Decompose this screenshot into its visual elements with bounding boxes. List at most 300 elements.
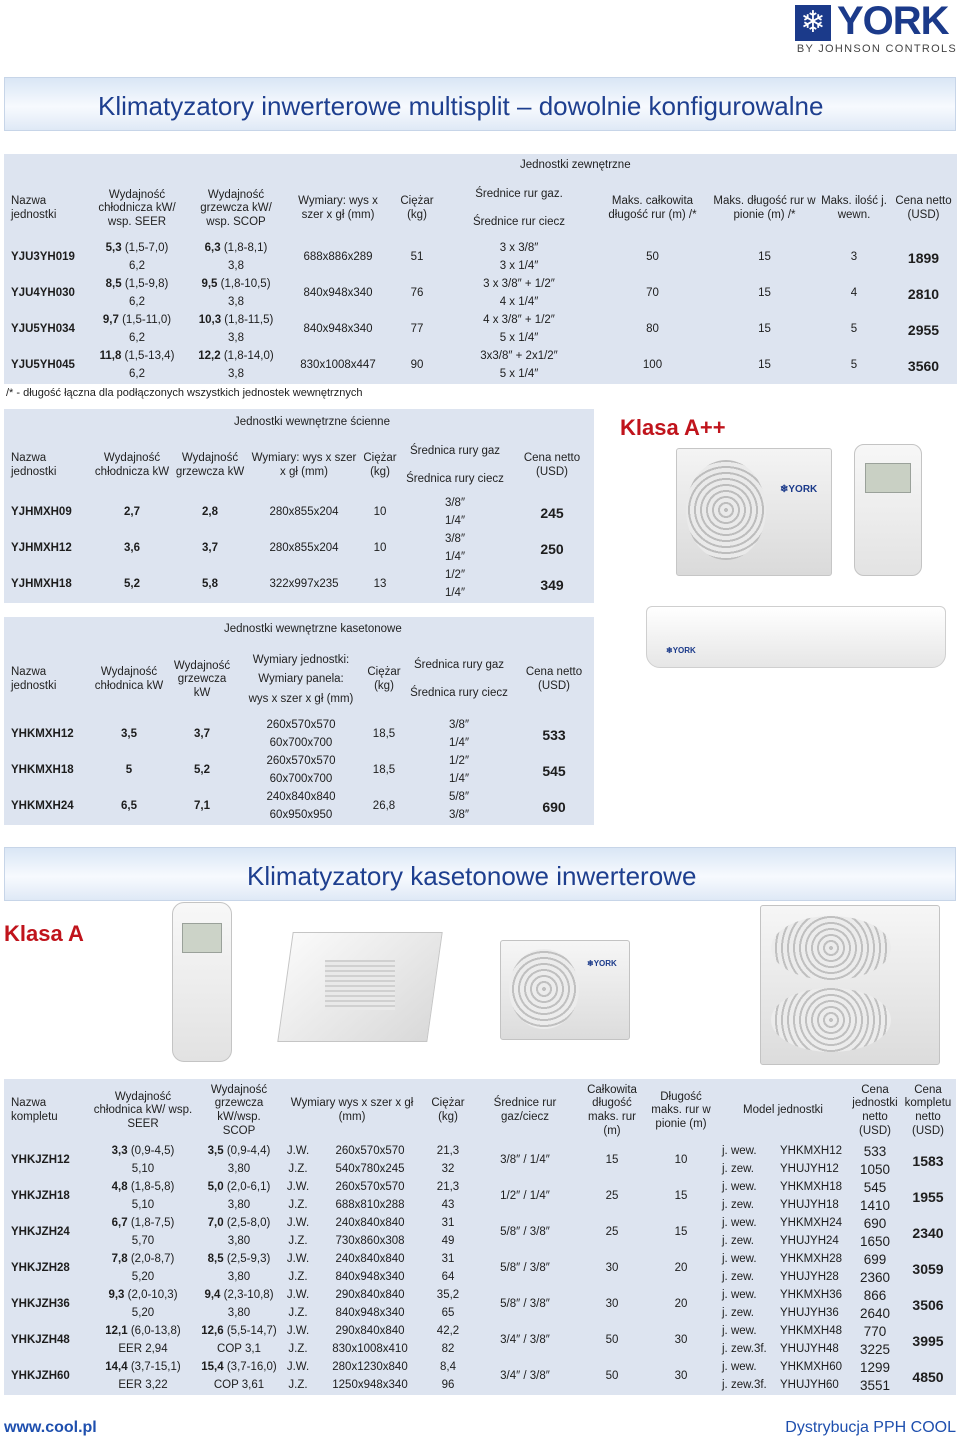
max-vertical: 10: [674, 1154, 688, 1167]
liquid-pipe: 1/4″: [444, 587, 466, 600]
dimensions: 688x886x289: [303, 251, 373, 264]
cooling-capacity: 12,1 (6,0-13,8): [105, 1325, 181, 1338]
banner-title: Klimatyzatory inwerterowe multisplit – dowolnie konfigurowalne: [98, 91, 824, 121]
max-length: 30: [605, 1262, 619, 1275]
unit-price: 770: [863, 1324, 887, 1340]
dimensions: 322x997x235: [269, 578, 339, 591]
unit-price: 1299: [859, 1360, 891, 1376]
unit-type: J.Z.: [288, 1343, 308, 1356]
table-row: [4, 717, 594, 735]
table-row: [4, 567, 594, 585]
dimensions: 240x840x840: [335, 1253, 405, 1266]
unit-type: J.W.: [286, 1253, 310, 1266]
set-price: 1955: [912, 1188, 944, 1205]
scop: 3,80: [227, 1199, 251, 1212]
price: 545: [542, 762, 566, 779]
heating-capacity: 12,2 (1,8-14,0): [198, 350, 274, 363]
unit-price: 2360: [859, 1270, 891, 1286]
outdoor-unit-image: ❄YORK: [676, 448, 832, 578]
gas-pipe: 3 x 3/8″: [499, 242, 539, 255]
max-length: 80: [646, 323, 659, 336]
set-col-vert: Długość maks. rur w pionie (m): [651, 1090, 711, 1130]
seer: 6,2: [129, 260, 145, 273]
seer: 6,2: [129, 296, 145, 309]
heating-capacity: 6,3 (1,8-8,1): [204, 242, 268, 255]
set-col-uprice: Cena jednostki netto (USD): [852, 1083, 898, 1137]
cassette-remote-image: [172, 902, 232, 1062]
cas-col-price: Cena netto (USD): [525, 666, 583, 692]
dimensions: 290x840x840: [335, 1289, 405, 1302]
unit-kind: j. zew.: [722, 1199, 754, 1212]
heating-capacity: 9,4 (2,3-10,8): [204, 1289, 274, 1302]
weight: 31: [441, 1253, 455, 1266]
set-price: 3506: [912, 1296, 944, 1313]
wall-col-cool: Wydajność chłodnicza kW: [94, 452, 170, 478]
pipes: 3/8″ / 1/4″: [500, 1154, 550, 1167]
liquid-pipe: 1/4″: [448, 773, 470, 786]
model-name: YJU5YH045: [11, 359, 75, 372]
table-row: [4, 1287, 956, 1305]
heating-capacity: 7,0 (2,5-8,0): [207, 1217, 271, 1230]
gas-pipe: 3 x 3/8″ + 1/2″: [483, 278, 555, 291]
footer-distributor: Dystrybucja PPH COOL: [785, 1419, 956, 1436]
unit-type: J.Z.: [288, 1163, 308, 1176]
scop: COP 3,61: [213, 1379, 265, 1392]
dimensions: 1250x948x340: [332, 1379, 408, 1392]
unit-model: YHUJYH36: [780, 1307, 839, 1320]
table-row: [4, 1323, 956, 1341]
max-vertical: 30: [674, 1334, 688, 1347]
model-name: YHKMXH12: [11, 728, 74, 741]
heating-capacity: 12,6 (5,5-14,7): [201, 1325, 277, 1338]
weight: 43: [441, 1199, 455, 1212]
scop: 3,80: [227, 1163, 251, 1176]
unit-model: YHUJYH12: [780, 1163, 839, 1176]
weight: 10: [373, 506, 387, 519]
unit-model: YHKMXH18: [780, 1181, 842, 1194]
max-vertical: 30: [674, 1370, 688, 1383]
dimensions: 540x780x245: [335, 1163, 405, 1176]
logo-brand: YORK: [837, 0, 949, 43]
table-row: [4, 1215, 956, 1233]
pipes: 5/8″ / 3/8″: [500, 1298, 550, 1311]
banner-title: Klimatyzatory kasetonowe inwerterowe: [247, 861, 697, 891]
wall-units-table: [4, 409, 594, 603]
unit-kind: j. wew.: [722, 1217, 757, 1230]
cooling-capacity: 2,7: [124, 506, 140, 519]
seer: 5,10: [131, 1199, 155, 1212]
gas-pipe: 4 x 3/8″ + 1/2″: [483, 314, 555, 327]
unit-price: 3225: [859, 1342, 891, 1358]
set-name: YHKJZH12: [11, 1154, 70, 1167]
col-cool: Wydajność chłodnicza kW/ wsp. SEER: [98, 188, 176, 228]
unit-type: J.Z.: [288, 1235, 308, 1248]
weight: 32: [441, 1163, 455, 1176]
unit-type: J.W.: [286, 1289, 310, 1302]
weight: 13: [373, 578, 387, 591]
model-name: YHKMXH24: [11, 800, 74, 813]
weight: 82: [441, 1343, 455, 1356]
unit-model: YHUJYH24: [780, 1235, 839, 1248]
unit-price: 533: [863, 1144, 887, 1160]
dimensions: 840x948x340: [303, 323, 373, 336]
weight: 76: [410, 287, 424, 300]
cooling-capacity: 9,7 (1,5-11,0): [102, 314, 172, 327]
set-col-pipes: Średnice rur gaz/ciecz: [493, 1097, 557, 1123]
scop: 3,8: [228, 296, 244, 309]
max-vertical: 15: [674, 1190, 688, 1203]
heating-capacity: 5,2: [194, 764, 210, 777]
heating-capacity: 15,4 (3,7-16,0): [201, 1361, 277, 1374]
weight: 18,5: [372, 764, 396, 777]
gas-pipe: 1/2″: [444, 569, 466, 582]
dimensions: 290x840x840: [335, 1325, 405, 1338]
outdoor-unit-large-image: [760, 905, 940, 1065]
wall-unit-image: ❄YORK: [646, 598, 946, 690]
model-name: YJU4YH030: [11, 287, 75, 300]
price: 250: [540, 540, 564, 557]
col-gas: Średnice rur gaz.: [475, 188, 563, 201]
heating-capacity: 9,5 (1,8-10,5): [201, 278, 271, 291]
max-indoor-qty: 5: [850, 359, 858, 372]
max-length: 50: [605, 1334, 619, 1347]
seer: EER 2,94: [118, 1343, 168, 1356]
set-col-sprice: Cena kompletu netto (USD): [904, 1083, 952, 1137]
scop: 3,80: [227, 1271, 251, 1284]
weight: 31: [441, 1217, 455, 1230]
max-length: 70: [646, 287, 659, 300]
unit-model: YHUJYH48: [780, 1343, 839, 1356]
outdoor-group-header: Jednostki zewnętrzne: [520, 159, 631, 172]
price: 1899: [907, 249, 940, 266]
cooling-capacity: 11,8 (1,5-13,4): [99, 350, 175, 363]
max-vertical: 15: [674, 1226, 688, 1239]
unit-kind: j. zew.: [722, 1271, 754, 1284]
unit-kind: j. zew.: [722, 1307, 754, 1320]
max-length: 50: [605, 1370, 619, 1383]
unit-model: YHKMXH12: [780, 1145, 842, 1158]
panel-dimensions: 60x700x700: [269, 737, 333, 750]
logo-subtitle: BY JOHNSON CONTROLS: [796, 43, 957, 55]
col-weight: Ciężar (kg): [400, 195, 434, 221]
weight: 21,3: [436, 1181, 460, 1194]
unit-type: J.Z.: [288, 1199, 308, 1212]
unit-type: J.W.: [286, 1181, 310, 1194]
max-vertical: 15: [758, 323, 771, 336]
wall-col-dim: Wymiary: wys x szer x gł (mm): [251, 452, 357, 478]
outdoor-units-table: [4, 154, 957, 384]
energy-class-app: Klasa A++: [620, 415, 726, 440]
max-length: 30: [605, 1298, 619, 1311]
max-vertical: 15: [758, 359, 771, 372]
col-vert: Maks. długość rur w pionie (m) /*: [713, 195, 816, 221]
set-name: YHKJZH24: [11, 1226, 70, 1239]
heating-capacity: 3,5 (0,9-4,4): [207, 1145, 271, 1158]
unit-type: J.Z.: [288, 1307, 308, 1320]
pipes: 1/2″ / 1/4″: [500, 1190, 550, 1203]
unit-model: YHKMXH24: [780, 1217, 842, 1230]
unit-kind: j. wew.: [722, 1325, 757, 1338]
dimensions: 840x948x340: [335, 1271, 405, 1284]
cas-col-pipes: Średnica rury gaz Średnica rury ciecz: [410, 659, 508, 699]
wall-group-header: Jednostki wewnętrzne ścienne: [234, 416, 390, 429]
unit-price: 2640: [859, 1306, 891, 1322]
scop: COP 3,1: [217, 1343, 261, 1356]
seer: 5,20: [131, 1271, 155, 1284]
unit-price: 1410: [859, 1198, 891, 1214]
set-name: YHKJZH28: [11, 1262, 70, 1275]
unit-dimensions: 260x570x570: [266, 719, 336, 732]
table-row: [4, 276, 957, 294]
dimensions: 260x570x570: [335, 1145, 405, 1158]
section-banner-multisplit: [4, 77, 956, 131]
set-col-cool: Wydajność chłodnica kW/ wsp. SEER: [93, 1090, 193, 1130]
cas-col-dim: Wymiary jednostki: Wymiary panela: wys x szer x gł (mm): [248, 653, 354, 705]
pipes: 3/4″ / 3/8″: [500, 1334, 550, 1347]
weight: 96: [441, 1379, 455, 1392]
dimensions: 280x855x204: [269, 506, 339, 519]
unit-model: YHUJYH60: [780, 1379, 839, 1392]
unit-type: J.W.: [286, 1145, 310, 1158]
unit-price: 866: [863, 1288, 887, 1304]
unit-kind: j. wew.: [722, 1181, 757, 1194]
table-row: [4, 240, 957, 258]
dimensions: 830x1008x410: [332, 1343, 408, 1356]
max-indoor-qty: 3: [850, 251, 858, 264]
outdoor-unit-small-image: ❄YORK: [500, 940, 630, 1040]
dimensions: 280x1230x840: [332, 1361, 408, 1374]
dimensions: 830x1008x447: [300, 359, 376, 372]
liquid-pipe: 1/4″: [444, 551, 466, 564]
set-name: YHKJZH48: [11, 1334, 70, 1347]
model-name: YHKMXH18: [11, 764, 74, 777]
footer-url[interactable]: www.cool.pl: [4, 1419, 97, 1436]
set-name: YHKJZH36: [11, 1298, 70, 1311]
weight: 35,2: [436, 1289, 460, 1302]
unit-price: 699: [863, 1252, 887, 1268]
liquid-pipe: 3 x 1/4″: [499, 260, 539, 273]
gas-pipe: 3/8″: [444, 533, 466, 546]
panel-dimensions: 60x700x700: [269, 773, 333, 786]
table-row: [4, 312, 957, 330]
weight: 26,8: [372, 800, 396, 813]
scop: 3,8: [228, 260, 244, 273]
heating-capacity: 7,1: [194, 800, 210, 813]
unit-model: YHUJYH18: [780, 1199, 839, 1212]
weight: 49: [441, 1235, 455, 1248]
col-name: Nazwa jednostki: [11, 195, 57, 221]
cassette-unit-image: [285, 920, 435, 1050]
unit-kind: j. zew.3f.: [722, 1343, 767, 1356]
unit-model: YHKMXH48: [780, 1325, 842, 1338]
set-price: 3995: [912, 1332, 944, 1349]
seer: 5,10: [131, 1163, 155, 1176]
col-liq: Średnice rur ciecz: [472, 216, 566, 228]
table-row: [4, 1143, 956, 1161]
weight: 10: [373, 542, 387, 555]
gas-pipe: 1/2″: [448, 755, 470, 768]
weight: 65: [441, 1307, 455, 1320]
cooling-capacity: 5,3 (1,5-7,0): [105, 242, 169, 255]
dimensions: 688x810x288: [335, 1199, 405, 1212]
dimensions: 240x840x840: [335, 1217, 405, 1230]
gas-pipe: 3/8″: [448, 719, 470, 732]
unit-kind: j. wew.: [722, 1145, 757, 1158]
unit-dimensions: 260x570x570: [266, 755, 336, 768]
cooling-capacity: 14,4 (3,7-15,1): [105, 1361, 181, 1374]
cooling-capacity: 6,5: [121, 800, 137, 813]
gas-pipe: 3x3/8″ + 2x1/2″: [480, 350, 558, 363]
cas-col-heat: Wydajność grzewcza kW: [173, 659, 231, 699]
set-price: 3059: [912, 1260, 944, 1277]
weight: 8,4: [440, 1361, 456, 1374]
weight: 90: [410, 359, 424, 372]
heating-capacity: 3,7: [194, 728, 210, 741]
dimensions: 840x948x340: [335, 1307, 405, 1320]
max-indoor-qty: 4: [850, 287, 858, 300]
cooling-capacity: 4,8 (1,8-5,8): [111, 1181, 175, 1194]
seer: 6,2: [129, 368, 145, 381]
unit-kind: j. zew.: [722, 1163, 754, 1176]
table-row: [4, 753, 594, 771]
cooling-capacity: 3,6: [124, 542, 140, 555]
cassette-units-table: [4, 617, 594, 825]
unit-type: J.Z.: [288, 1379, 308, 1392]
model-name: YJU3YH019: [11, 251, 75, 264]
cas-col-weight: Ciężar (kg): [367, 666, 401, 692]
max-length: 25: [605, 1190, 619, 1203]
unit-model: YHKMXH60: [780, 1361, 842, 1374]
col-len: Maks. całkowita długość rur (m) /*: [608, 195, 697, 221]
max-length: 100: [642, 359, 663, 372]
col-pipes: [444, 178, 594, 240]
cooling-capacity: 9,3 (2,0-10,3): [108, 1289, 178, 1302]
cooling-capacity: 3,5: [121, 728, 137, 741]
seer: 5,20: [131, 1307, 155, 1320]
price: 2810: [907, 285, 940, 302]
model-name: YJHMXH09: [11, 506, 72, 519]
set-col-len: Całkowita długość maks. rur (m): [587, 1083, 637, 1137]
wall-col-price: Cena netto (USD): [523, 452, 581, 478]
heating-capacity: 5,0 (2,0-6,1): [207, 1181, 271, 1194]
dimensions: 280x855x204: [269, 542, 339, 555]
scop: 3,8: [228, 368, 244, 381]
set-name: YHKJZH60: [11, 1370, 70, 1383]
price: 533: [542, 726, 566, 743]
scop: 3,80: [227, 1307, 251, 1320]
cassette-group-header: Jednostki wewnętrzne kasetonowe: [224, 623, 402, 636]
unit-type: J.W.: [286, 1217, 310, 1230]
wall-col-heat: Wydajność grzewcza kW: [175, 452, 245, 478]
max-vertical: 15: [758, 251, 771, 264]
dimensions: 260x570x570: [335, 1181, 405, 1194]
weight: 51: [410, 251, 424, 264]
pipes: 5/8″ / 3/8″: [500, 1262, 550, 1275]
cooling-capacity: 5,2: [124, 578, 140, 591]
scop: 3,80: [227, 1235, 251, 1248]
liquid-pipe: 5 x 1/4″: [499, 332, 539, 345]
unit-kind: j. zew.: [722, 1235, 754, 1248]
seer: 6,2: [129, 332, 145, 345]
cooling-capacity: 3,3 (0,9-4,5): [111, 1145, 175, 1158]
set-price: 1583: [912, 1152, 944, 1169]
col-qty: Maks. ilość j. wewn.: [821, 195, 887, 221]
weight: 21,3: [436, 1145, 460, 1158]
wall-col-name: Nazwa jednostki: [11, 452, 57, 478]
seer: EER 3,22: [118, 1379, 168, 1392]
unit-type: J.W.: [286, 1361, 310, 1374]
cooling-capacity: 8,5 (1,5-9,8): [105, 278, 169, 291]
unit-price: 3551: [859, 1378, 891, 1394]
liquid-pipe: 3/8″: [448, 809, 470, 822]
weight: 64: [441, 1271, 455, 1284]
heating-capacity: 10,3 (1,8-11,5): [198, 314, 274, 327]
table-row: [4, 1359, 956, 1377]
wall-col-pipes: Średnica rury gaz Średnica rury ciecz: [406, 445, 504, 485]
liquid-pipe: 1/4″: [444, 515, 466, 528]
weight: 42,2: [436, 1325, 460, 1338]
set-col-heat: Wydajność grzewcza kW/wsp. SCOP: [210, 1083, 268, 1137]
heating-capacity: 5,8: [202, 578, 218, 591]
set-price: 2340: [912, 1224, 944, 1241]
dimensions: 730x860x308: [335, 1235, 405, 1248]
unit-model: YHKMXH28: [780, 1253, 842, 1266]
price: 690: [542, 798, 566, 815]
gas-pipe: 5/8″: [448, 791, 470, 804]
table-row: [4, 495, 594, 513]
cas-col-cool: Wydajność chłodnica kW: [94, 666, 164, 692]
price: 3560: [907, 357, 940, 374]
price: 2955: [907, 321, 940, 338]
section-banner-cassette: [4, 847, 956, 901]
pipes: 3/4″ / 3/8″: [500, 1370, 550, 1383]
max-vertical: 15: [758, 287, 771, 300]
heating-capacity: 3,7: [202, 542, 218, 555]
seer: 5,70: [131, 1235, 155, 1248]
set-col-weight: Ciężar (kg): [431, 1097, 465, 1123]
cooling-capacity: 6,7 (1,8-7,5): [111, 1217, 175, 1230]
max-indoor-qty: 5: [850, 323, 858, 336]
col-price: Cena netto (USD): [895, 195, 952, 221]
set-col-dim: Wymiary wys x szer x gł (mm): [290, 1097, 414, 1123]
energy-class-a: Klasa A: [4, 921, 84, 946]
col-dim: Wymiary: wys x szer x gł (mm): [298, 195, 378, 221]
max-length: 50: [646, 251, 659, 264]
wall-col-weight: Ciężar (kg): [363, 452, 397, 478]
unit-price: 1650: [859, 1234, 891, 1250]
liquid-pipe: 1/4″: [448, 737, 470, 750]
set-col-name: Nazwa kompletu: [11, 1097, 58, 1123]
col-heat: Wydajność grzewcza kW/ wsp. SCOP: [200, 188, 272, 228]
model-name: YJHMXH18: [11, 578, 72, 591]
unit-dimensions: 240x840x840: [266, 791, 336, 804]
weight: 77: [410, 323, 424, 336]
panel-dimensions: 60x950x950: [269, 809, 333, 822]
unit-type: J.Z.: [288, 1271, 308, 1284]
price: 245: [540, 504, 564, 521]
table-row: [4, 348, 957, 366]
cooling-capacity: 7,8 (2,0-8,7): [111, 1253, 175, 1266]
max-length: 25: [605, 1226, 619, 1239]
scop: 3,8: [228, 332, 244, 345]
table-row: [4, 1251, 956, 1269]
table-row: [4, 789, 594, 807]
set-col-model: Model jednostki: [743, 1104, 823, 1117]
heating-capacity: 2,8: [202, 506, 218, 519]
unit-kind: j. wew.: [722, 1253, 757, 1266]
york-logo: [795, 0, 957, 59]
weight: 18,5: [372, 728, 396, 741]
